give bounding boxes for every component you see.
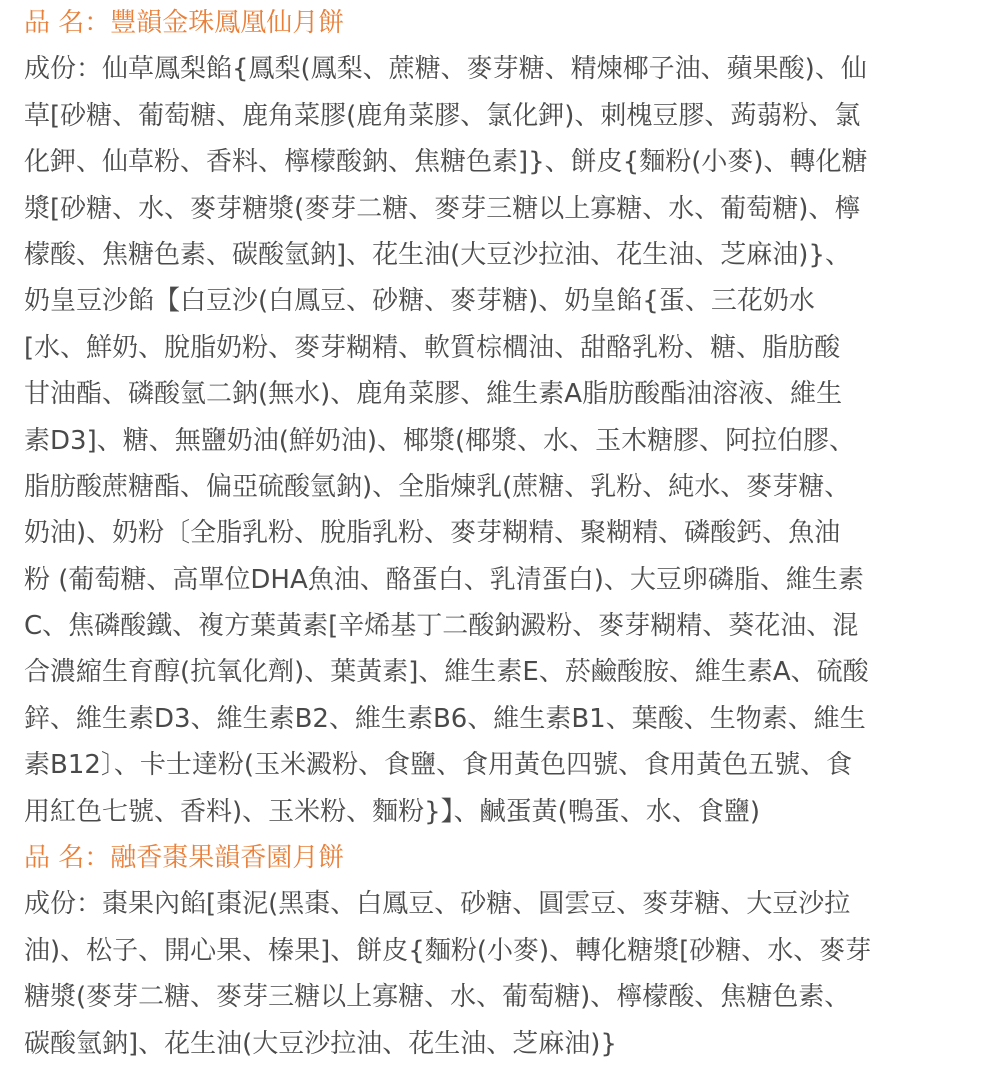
- ingredient-line: 檬酸、焦糖色素、碳酸氫鈉]、花生油(大豆沙拉油、花生油、芝麻油)}、: [24, 239, 851, 270]
- ingredient-line: 碳酸氫鈉]、花生油(大豆沙拉油、花生油、芝麻油)}: [24, 1028, 617, 1059]
- ingredient-line: 奶皇豆沙餡【白豆沙(白鳳豆、砂糖、麥芽糖)、奶皇餡{蛋、三花奶水: [24, 286, 815, 317]
- ingredient-line: 成份：仙草鳳梨餡{鳳梨(鳳梨、蔗糖、麥芽糖、精煉椰子油、蘋果酸)、仙: [24, 54, 867, 85]
- ingredient-line: 素B12〕、卡士達粉(玉米澱粉、食鹽、食用黃色四號、食用黃色五號、食: [24, 750, 853, 781]
- ingredient-line: 脂肪酸蔗糖酯、偏亞硫酸氫鈉)、全脂煉乳(蔗糖、乳粉、純水、麥芽糖、: [24, 471, 851, 502]
- ingredient-line: 用紅色七號、香料)、玉米粉、麵粉}】、鹹蛋黃(鴨蛋、水、食鹽): [24, 796, 760, 827]
- ingredient-sheet: [24, 0, 984, 1067]
- ingredient-line: 油)、松子、開心果、榛果]、餅皮{麵粉(小麥)、轉化糖漿[砂糖、水、麥芽: [24, 935, 872, 966]
- ingredient-line: 素D3]、糖、無鹽奶油(鮮奶油)、椰漿(椰漿、水、玉木糖膠、阿拉伯膠、: [24, 425, 856, 456]
- ingredient-line: 糖漿(麥芽二糖、麥芽三糖以上寡糖、水、葡萄糖)、檸檬酸、焦糖色素、: [24, 982, 851, 1013]
- ingredient-line: 化鉀、仙草粉、香料、檸檬酸鈉、焦糖色素]}、餅皮{麵粉(小麥)、轉化糖: [24, 147, 868, 178]
- ingredient-line: C、焦磷酸鐵、複方葉黃素[辛烯基丁二酸鈉澱粉、麥芽糊精、葵花油、混: [24, 611, 859, 642]
- product-name-line: 品 名：融香棗果韻香園月餅: [24, 843, 345, 874]
- ingredient-line: [水、鮮奶、脫脂奶粉、麥芽糊精、軟質棕櫚油、甜酪乳粉、糖、脂肪酸: [24, 332, 841, 363]
- ingredient-line: 奶油)、奶粉〔全脂乳粉、脫脂乳粉、麥芽糊精、聚糊精、磷酸鈣、魚油: [24, 518, 841, 549]
- ingredient-line: 漿[砂糖、水、麥芽糖漿(麥芽二糖、麥芽三糖以上寡糖、水、葡萄糖)、檸: [24, 193, 861, 224]
- ingredient-line: 成份：棗果內餡[棗泥(黑棗、白鳳豆、砂糖、圓雲豆、麥芽糖、大豆沙拉: [24, 889, 851, 920]
- ingredient-line: 甘油酯、磷酸氫二鈉(無水)、鹿角菜膠、維生素A脂肪酸酯油溶液、維生: [24, 379, 843, 410]
- ingredient-line: 合濃縮生育醇(抗氧化劑)、葉黃素]、維生素E、菸鹼酸胺、維生素A、硫酸: [24, 657, 869, 688]
- product-name-line: 品 名：豐韻金珠鳳凰仙月餅: [24, 8, 345, 38]
- ingredient-line: 粉 (葡萄糖、高單位DHA魚油、酪蛋白、乳清蛋白)、大豆卵磷脂、維生素: [24, 564, 864, 595]
- ingredient-line: 草[砂糖、葡萄糖、鹿角菜膠(鹿角菜膠、氯化鉀)、刺槐豆膠、蒟蒻粉、氯: [24, 100, 861, 131]
- ingredient-line: 鋅、維生素D3、維生素B2、維生素B6、維生素B1、葉酸、生物素、維生: [24, 703, 866, 734]
